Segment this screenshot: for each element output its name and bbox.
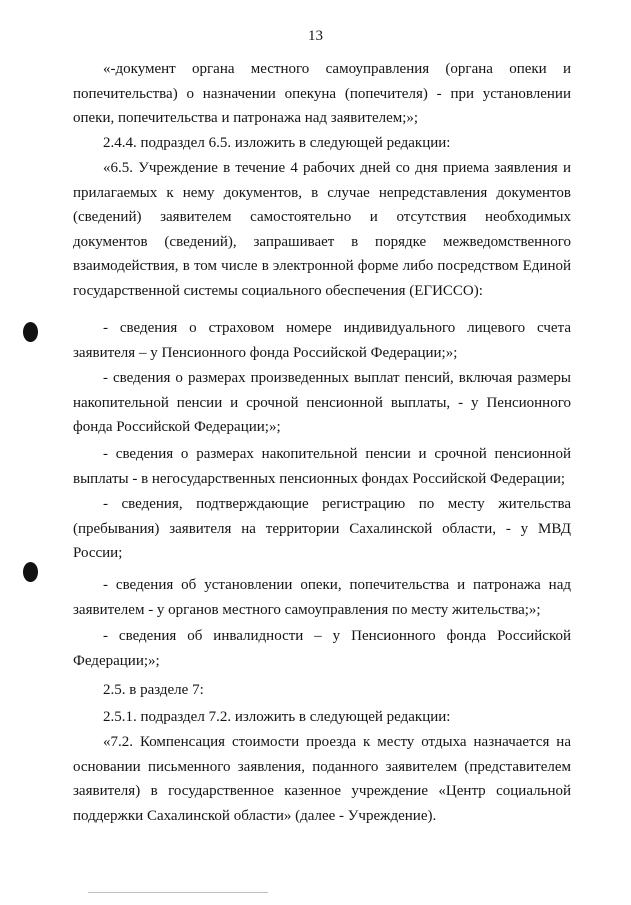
paragraph: - сведения о страховом номере индивидуального лицевого счета заявителя – у Пенсионного фонда Российской Федерации;»; [73,320,571,361]
paragraph: «-документ органа местного самоуправления (органа опеки и попечительства) о назначении опекуна (попечителя) - при установлении опеки, попечительства и патронажа над заявителем;»; [73,61,571,127]
paragraph: 2.5. в разделе 7: [103,682,204,698]
paragraph: «7.2. Компенсация стоимости проезда к месту отдыха назначается на основании письменного заявления, поданного заявителем (представителем заявителя) в государственное казенное учреждение «Центр социальной поддержки Сахалинской области» (далее - Учреждение). [73,734,571,824]
paragraph: - сведения о размерах произведенных выплат пенсий, включая размеры накопительной пенсии и срочной пенсионной выплаты, - у Пенсионного фонда Российской Федерации;»; [73,370,571,436]
punch-hole-mark [23,562,38,582]
page-number: 13 [308,28,323,44]
paragraph: 2.4.4. подраздел 6.5. изложить в следующей редакции: [103,135,451,151]
paragraph: 2.5.1. подраздел 7.2. изложить в следующей редакции: [103,709,451,725]
paragraph: - сведения, подтверждающие регистрацию по месту жительства (пребывания) заявителя на территории Сахалинской области, - у МВД России; [73,496,571,562]
paragraph: «6.5. Учреждение в течение 4 рабочих дней со дня приема заявления и прилагаемых к нему документов, в случае непредставления документов (сведений) заявителем самостоятельно и отсутствия необходимых документов (сведений), запрашивает в порядке межведомственного взаимодействия, в том числе в электронной форме либо посредством Единой государственной системы социального обеспечения (ЕГИССО): [73,160,571,299]
paragraph: - сведения об инвалидности – у Пенсионного фонда Российской Федерации;»; [73,628,571,669]
paragraph: - сведения о размерах накопительной пенсии и срочной пенсионной выплаты - в негосударственных пенсионных фондах Российской Федерации; [73,446,571,487]
paragraph: - сведения об установлении опеки, попечительства и патронажа над заявителем - у органов местного самоуправления по месту жительства;»; [73,577,571,618]
scan-artifact-line [88,892,268,893]
punch-hole-mark [23,322,38,342]
